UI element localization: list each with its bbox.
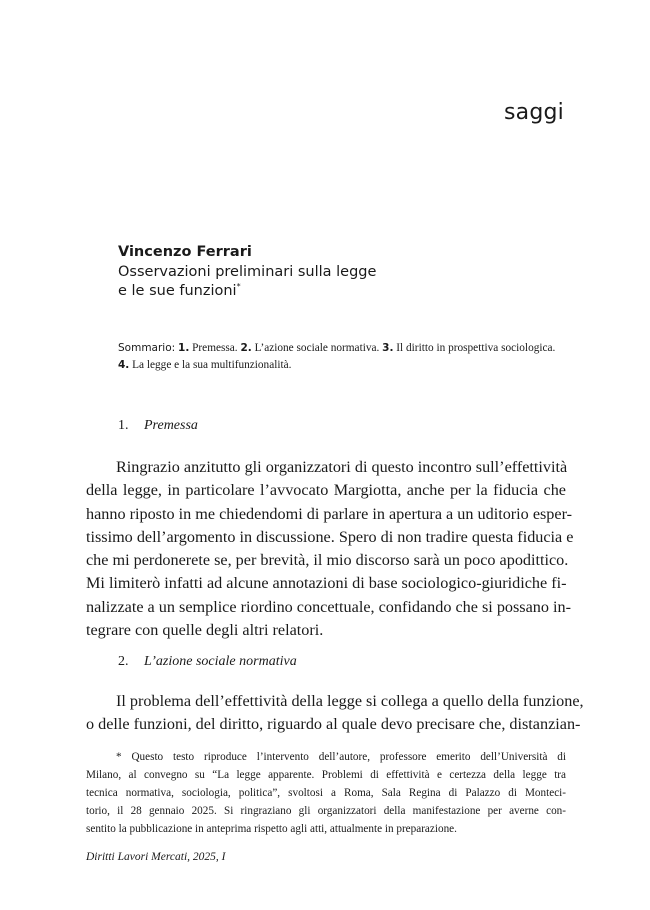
article-title-line-2 (118, 282, 558, 302)
summary-item-2-num: 2. (240, 342, 252, 354)
journal-citation: Diritti Lavori Mercati, 2025, I (86, 851, 226, 863)
section-1-number: 1. (118, 418, 129, 433)
footnote-line-3: tecnica normativa, sociologia, politica”, svoltosi a Roma, Sala Regina di Palazzo di Monteci- (86, 787, 566, 799)
footnote-line-4: torio, il 28 gennaio 2025. Si ringraziano gli organizzatori della manifestazione per averne con- (86, 805, 566, 817)
section-heading-1 (118, 418, 198, 434)
footnote (86, 748, 566, 838)
summary-item-4-num: 4. (118, 359, 130, 371)
article-title-line-1: Osservazioni preliminari sulla legge (118, 263, 377, 280)
paragraph-2 (86, 690, 584, 737)
summary (118, 340, 568, 374)
paragraph-1-line-1: Ringrazio anzitutto gli organizzatori di questo incontro sull’effettività (116, 458, 568, 476)
paragraph-1-line-7: nalizzate a un semplice riordino concettuale, confidando che si possano in- (86, 597, 572, 616)
paragraph-1-line-4: tissimo dell’argomento in discussione. Spero di non tradire questa fiducia e (86, 527, 574, 546)
paragraph-2-line-2: o delle funzioni, del diritto, riguardo al quale devo precisare che, distanzian- (86, 715, 581, 734)
footnote-line-1: * Questo testo riproduce l’intervento dell’autore, professore emerito dell’Università di (116, 751, 566, 763)
paragraph-1-line-6: Mi limiterò infatti ad alcune annotazioni di base sociologico-giuridiche fi- (86, 574, 567, 593)
article-header (118, 243, 558, 302)
summary-item-1-num: 1. (178, 342, 190, 354)
summary-item-1-text[interactable]: Premessa. (192, 342, 238, 354)
summary-item-2-text[interactable]: L’azione sociale normativa. (254, 342, 380, 354)
paragraph-1-line-2: della legge, in particolare l’avvocato Margiotta, anche per la fiducia che (86, 481, 566, 500)
section-tag: saggi (504, 100, 564, 125)
section-heading-2 (118, 654, 297, 670)
summary-item-3-num: 3. (382, 342, 394, 354)
summary-item-3-text[interactable]: Il diritto in prospettiva sociologica. (396, 342, 556, 354)
section-2-number: 2. (118, 654, 129, 669)
summary-label: Sommario: (118, 342, 176, 354)
paragraph-1-line-5: che mi perdonerete se, per brevità, il mio discorso sarà un poco apodittico. (86, 551, 569, 570)
section-2-title: L’azione sociale normativa (144, 654, 297, 669)
paragraph-2-line-1: Il problema dell’effettività della legge si collega a quello della funzione, (116, 692, 584, 710)
paragraph-1-line-3: hanno riposto in me chiedendomi di parlare in apertura a un uditorio esper- (86, 504, 573, 523)
footnote-line-5: sentito la pubblicazione in anteprima rispetto agli atti, attualmente in preparazione. (86, 823, 457, 835)
section-1-title: Premessa (144, 418, 198, 433)
paragraph-1 (86, 456, 574, 642)
paragraph-1-line-8: tegrare con quelle degli altri relatori. (86, 621, 324, 640)
title-footnote-mark[interactable]: * (236, 282, 241, 292)
summary-item-4-text[interactable]: La legge e la sua multifunzionalità. (132, 359, 292, 371)
footnote-line-2: Milano, al convegno su “La legge apparente. Problemi di effettività e certezza della legge tra (86, 769, 566, 781)
article-title-line-2-text: e le sue funzioni (118, 283, 237, 299)
author-name: Vincenzo Ferrari (118, 244, 252, 260)
